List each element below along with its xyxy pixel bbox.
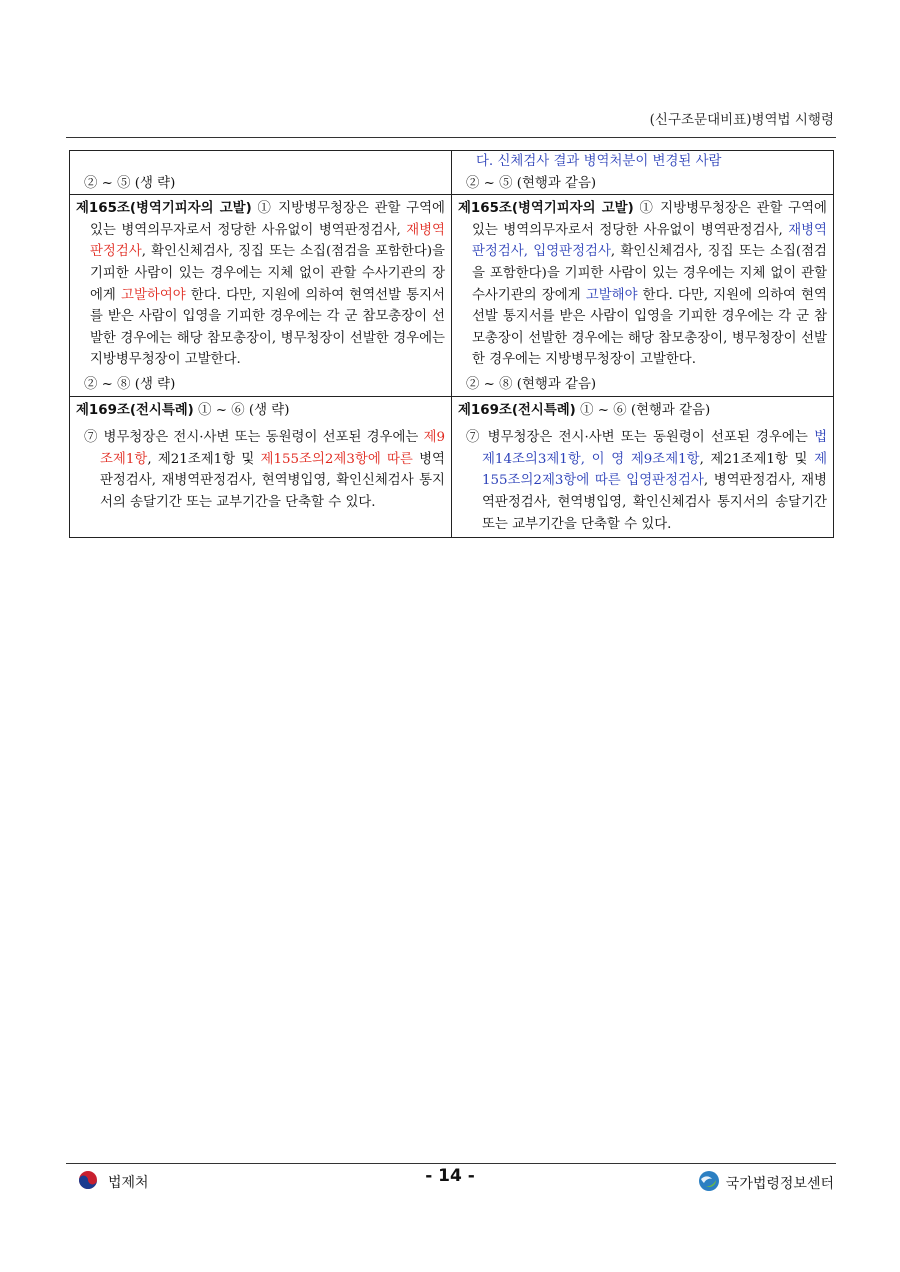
comparison-table xyxy=(69,150,834,538)
footer-right xyxy=(698,1170,834,1196)
row2-right-paragraph xyxy=(458,195,827,371)
row3-right-text-2: , 제21조제1항 및 xyxy=(699,451,815,467)
row2-left-changed-2: 고발하여야 xyxy=(121,287,186,303)
row2-right-cell xyxy=(452,195,834,396)
row2-left-bottom: ② ~ ⑧ (생 략) xyxy=(84,376,176,392)
row3-right-title-rest: ① ~ ⑥ (현행과 같음) xyxy=(575,402,711,418)
row3-left-text-3: 병역판정검사, 재병역판정검사, 현역병입영, 확인신체검사 통지서의 송달기간 또는 교부기간을 단축할 수 있다. xyxy=(100,451,445,510)
row2-right-text-1: ① 지방병무청장은 관할 구역에 있는 병역의무자로서 정당한 사유없이 병역판정검사, xyxy=(472,201,827,238)
row2-left-text-3: 한다. 다만, 지원에 의하여 현역선발 통지서를 받은 사람이 입영을 기피한 경우에는 각 군 참모총장이 선발한 경우에는 해당 참모총장이, 병무청장이 선발한 경우에는 지방병무청장이 고발한다. xyxy=(90,287,445,368)
footer-left-label: 법제처 xyxy=(108,1175,149,1191)
row2-left-cell xyxy=(70,195,452,396)
row3-left-paragraph xyxy=(76,421,445,513)
row3-left-heading xyxy=(76,400,445,422)
row1-right-bottom: ② ~ ⑤ (현행과 같음) xyxy=(466,175,597,191)
table-row xyxy=(70,151,834,195)
globe-logo-icon xyxy=(698,1170,720,1196)
row2-right-text-2: , 확인신체검사, 징집 또는 소집(점검을 포함한다)을 기피한 사람이 있는 경우에는 지체 없이 관할 수사기관의 장에게 xyxy=(472,244,827,303)
footer-right-label: 국가법령정보센터 xyxy=(725,1176,834,1192)
row3-left-text-1: ⑦ 병무청장은 전시·사변 또는 동원령이 선포된 경우에는 xyxy=(84,430,424,446)
row3-right-changed-2: 제155조의2제3항에 따른 입영판정검사 xyxy=(482,451,828,489)
row3-right-text-3: , 병역판정검사, 재병역판정검사, 현역병입영, 확인신체검사 통지서의 송달기간 또는 교부기간을 단축할 수 있다. xyxy=(482,473,827,532)
header-divider xyxy=(66,137,836,138)
row3-right-paragraph xyxy=(458,421,827,535)
row2-left-title: 제165조(병역기피자의 고발) xyxy=(76,201,252,217)
row3-left-title: 제169조(전시특례) xyxy=(76,402,194,418)
row3-right-heading xyxy=(458,400,827,422)
row3-right-title: 제169조(전시특례) xyxy=(458,402,576,418)
table-row xyxy=(70,195,834,396)
row2-right-changed-1: 재병역판정검사, 입영판정검사 xyxy=(472,222,827,260)
row3-left-cell xyxy=(70,396,452,538)
table-row xyxy=(70,396,834,538)
row2-right-text-3: 한다. 다만, 지원에 의하여 현역선발 통지서를 받은 사람이 입영을 기피한 경우에는 각 군 참모총장이 선발한 경우에는 해당 참모총장이, 병무청장이 선발한 경우에는 지방병무청장이 고발한다. xyxy=(472,287,827,368)
row2-right-changed-2: 고발해야 xyxy=(585,287,638,303)
row3-left-title-rest: ① ~ ⑥ (생 략) xyxy=(193,402,290,418)
row2-left-text-2: , 확인신체검사, 징집 또는 소집(점검을 포함한다)을 기피한 사람이 있는 경우에는 지체 없이 관할 수사기관의 장에게 xyxy=(90,244,445,303)
row3-right-text-1: ⑦ 병무청장은 전시·사변 또는 동원령이 선포된 경우에는 xyxy=(466,430,815,446)
row3-left-changed-1: 제9조제1항 xyxy=(100,430,445,467)
row1-left-bottom: ② ~ ⑤ (생 략) xyxy=(84,175,176,191)
row3-left-text-2: , 제21조제1항 및 xyxy=(147,451,261,467)
row3-right-changed-1: 법 제14조의3제1항, 이 영 제9조제1항 xyxy=(482,430,827,467)
header-title: (신구조문대비표)병역법 시행령 xyxy=(649,112,834,128)
row2-left-text-1: ① 지방병무청장은 관할 구역에 있는 병역의무자로서 정당한 사유없이 병역판정검사, xyxy=(90,201,445,238)
page-number: - 14 - xyxy=(425,1166,475,1186)
row2-right-bottom: ② ~ ⑧ (현행과 같음) xyxy=(466,376,597,392)
row3-left-changed-2: 제155조의2제3항에 따른 xyxy=(260,451,413,467)
row1-left-cell xyxy=(70,151,452,195)
row1-right-item: 다. 신체검사 결과 병역처분이 변경된 사람 xyxy=(476,154,722,169)
row2-right-title: 제165조(병역기피자의 고발) xyxy=(458,201,634,217)
row2-left-paragraph xyxy=(76,195,445,371)
row2-left-changed-1: 재병역판정검사 xyxy=(90,222,445,260)
footer-divider xyxy=(66,1163,836,1164)
row3-right-cell xyxy=(452,396,834,538)
row1-right-cell xyxy=(452,151,834,195)
